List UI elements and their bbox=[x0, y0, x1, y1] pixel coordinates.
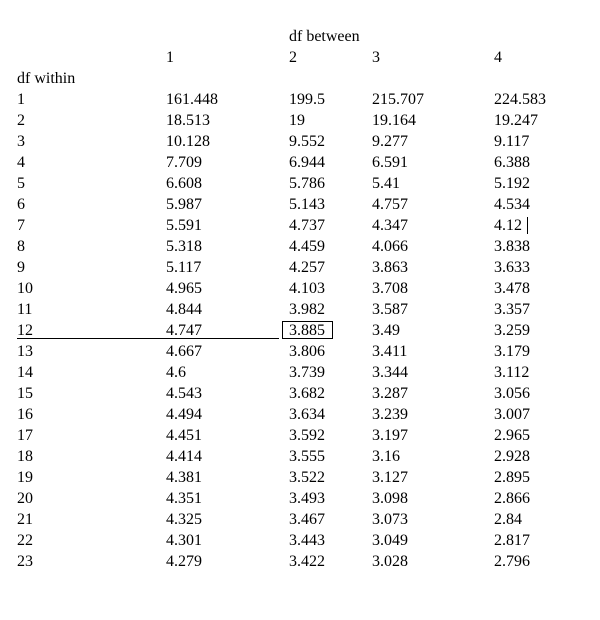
column-header-2: 2 bbox=[289, 49, 297, 66]
table-cell: 3.634 bbox=[289, 406, 325, 423]
row-header: 20 bbox=[17, 490, 33, 507]
table-cell: 9.277 bbox=[372, 133, 408, 150]
table-cell: 4.257 bbox=[289, 259, 325, 276]
table-cell: 4.6 bbox=[166, 364, 186, 381]
table-cell: 199.5 bbox=[289, 91, 325, 108]
table-cell: 3.028 bbox=[372, 553, 408, 570]
table-cell: 19 bbox=[289, 112, 305, 129]
table-cell: 4.066 bbox=[372, 238, 408, 255]
row-header: 23 bbox=[17, 553, 33, 570]
table-cell: 3.197 bbox=[372, 427, 408, 444]
table-cell: 3.478 bbox=[494, 280, 530, 297]
table-cell: 4.965 bbox=[166, 280, 202, 297]
table-cell: 5.117 bbox=[166, 259, 202, 276]
table-cell: 4.737 bbox=[289, 217, 325, 234]
table-cell: 3.357 bbox=[494, 301, 530, 318]
table-cell: 2.84 bbox=[494, 511, 522, 528]
highlight-row-underline bbox=[17, 338, 279, 339]
table-cell: 9.552 bbox=[289, 133, 325, 150]
row-header: 13 bbox=[17, 343, 33, 360]
table-cell: 3.863 bbox=[372, 259, 408, 276]
table-cell: 4.381 bbox=[166, 469, 202, 486]
table-cell: 4.494 bbox=[166, 406, 202, 423]
row-header: 21 bbox=[17, 511, 33, 528]
row-header: 15 bbox=[17, 385, 33, 402]
table-cell: 3.633 bbox=[494, 259, 530, 276]
df-between-label: df between bbox=[289, 28, 360, 45]
table-cell: 3.112 bbox=[494, 364, 530, 381]
row-header: 5 bbox=[17, 175, 25, 192]
table-cell: 5.143 bbox=[289, 196, 325, 213]
table-cell: 3.287 bbox=[372, 385, 408, 402]
table-cell: 3.682 bbox=[289, 385, 325, 402]
column-header-3: 3 bbox=[372, 49, 380, 66]
table-cell: 4.103 bbox=[289, 280, 325, 297]
table-cell: 3.056 bbox=[494, 385, 530, 402]
table-cell: 4.451 bbox=[166, 427, 202, 444]
table-cell: 18.513 bbox=[166, 112, 210, 129]
table-cell: 4.351 bbox=[166, 490, 202, 507]
row-header: 9 bbox=[17, 259, 25, 276]
table-cell: 3.555 bbox=[289, 448, 325, 465]
row-header: 11 bbox=[17, 301, 33, 318]
table-cell: 4.667 bbox=[166, 343, 202, 360]
table-cell: 3.098 bbox=[372, 490, 408, 507]
table-cell: 6.608 bbox=[166, 175, 202, 192]
table-cell: 3.411 bbox=[372, 343, 408, 360]
row-header: 12 bbox=[17, 322, 33, 339]
table-cell: 3.467 bbox=[289, 511, 325, 528]
row-header: 8 bbox=[17, 238, 25, 255]
table-cell: 19.164 bbox=[372, 112, 416, 129]
table-cell: 3.592 bbox=[289, 427, 325, 444]
row-header: 2 bbox=[17, 112, 25, 129]
row-header: 16 bbox=[17, 406, 33, 423]
table-cell: 4.301 bbox=[166, 532, 202, 549]
table-cell: 4.534 bbox=[494, 196, 530, 213]
table-cell: 5.192 bbox=[494, 175, 530, 192]
row-header: 14 bbox=[17, 364, 33, 381]
table-cell: 4.279 bbox=[166, 553, 202, 570]
column-header-1: 1 bbox=[166, 49, 174, 66]
table-cell: 4.844 bbox=[166, 301, 202, 318]
table-cell: 4.347 bbox=[372, 217, 408, 234]
row-header: 4 bbox=[17, 154, 25, 171]
table-cell: 215.707 bbox=[372, 91, 424, 108]
table-cell: 3.073 bbox=[372, 511, 408, 528]
table-cell: 2.965 bbox=[494, 427, 530, 444]
table-cell: 6.388 bbox=[494, 154, 530, 171]
table-cell: 3.127 bbox=[372, 469, 408, 486]
table-cell: 3.708 bbox=[372, 280, 408, 297]
row-header: 6 bbox=[17, 196, 25, 213]
table-cell: 3.838 bbox=[494, 238, 530, 255]
df-within-label: df within bbox=[17, 70, 76, 87]
table-cell: 3.739 bbox=[289, 364, 325, 381]
table-cell: 4.459 bbox=[289, 238, 325, 255]
table-cell: 2.817 bbox=[494, 532, 530, 549]
table-cell: 3.885 bbox=[289, 322, 325, 339]
table-cell: 10.128 bbox=[166, 133, 210, 150]
table-cell: 4.414 bbox=[166, 448, 202, 465]
highlight-cell-box bbox=[282, 321, 333, 339]
table-cell: 3.806 bbox=[289, 343, 325, 360]
row-header: 19 bbox=[17, 469, 33, 486]
table-cell: 7.709 bbox=[166, 154, 202, 171]
row-header: 3 bbox=[17, 133, 25, 150]
table-cell: 6.591 bbox=[372, 154, 408, 171]
table-cell: 5.987 bbox=[166, 196, 202, 213]
row-header: 1 bbox=[17, 91, 25, 108]
table-cell: 3.443 bbox=[289, 532, 325, 549]
table-cell: 19.247 bbox=[494, 112, 538, 129]
table-cell: 3.239 bbox=[372, 406, 408, 423]
text-cursor bbox=[527, 217, 528, 234]
table-cell: 6.944 bbox=[289, 154, 325, 171]
table-cell: 5.318 bbox=[166, 238, 202, 255]
row-header: 7 bbox=[17, 217, 25, 234]
table-cell: 3.049 bbox=[372, 532, 408, 549]
table-cell: 4.543 bbox=[166, 385, 202, 402]
table-cell: 3.16 bbox=[372, 448, 400, 465]
table-cell: 3.587 bbox=[372, 301, 408, 318]
table-cell: 4.325 bbox=[166, 511, 202, 528]
table-cell: 161.448 bbox=[166, 91, 218, 108]
table-cell: 3.522 bbox=[289, 469, 325, 486]
table-cell: 9.117 bbox=[494, 133, 530, 150]
row-header: 22 bbox=[17, 532, 33, 549]
table-cell: 2.796 bbox=[494, 553, 530, 570]
table-cell: 3.344 bbox=[372, 364, 408, 381]
table-cell: 5.786 bbox=[289, 175, 325, 192]
row-header: 17 bbox=[17, 427, 33, 444]
table-cell: 2.895 bbox=[494, 469, 530, 486]
table-cell: 5.41 bbox=[372, 175, 400, 192]
table-cell: 3.493 bbox=[289, 490, 325, 507]
table-cell: 5.591 bbox=[166, 217, 202, 234]
table-cell: 3.179 bbox=[494, 343, 530, 360]
table-cell: 4.757 bbox=[372, 196, 408, 213]
row-header: 18 bbox=[17, 448, 33, 465]
table-cell: 224.583 bbox=[494, 91, 546, 108]
table-cell: 4.12 bbox=[494, 217, 522, 234]
row-header: 10 bbox=[17, 280, 33, 297]
table-cell: 2.866 bbox=[494, 490, 530, 507]
table-cell: 3.007 bbox=[494, 406, 530, 423]
table-cell: 3.422 bbox=[289, 553, 325, 570]
table-cell: 3.982 bbox=[289, 301, 325, 318]
table-cell: 3.49 bbox=[372, 322, 400, 339]
table-cell: 4.747 bbox=[166, 322, 202, 339]
table-cell: 2.928 bbox=[494, 448, 530, 465]
table-cell: 3.259 bbox=[494, 322, 530, 339]
column-header-4: 4 bbox=[494, 49, 502, 66]
